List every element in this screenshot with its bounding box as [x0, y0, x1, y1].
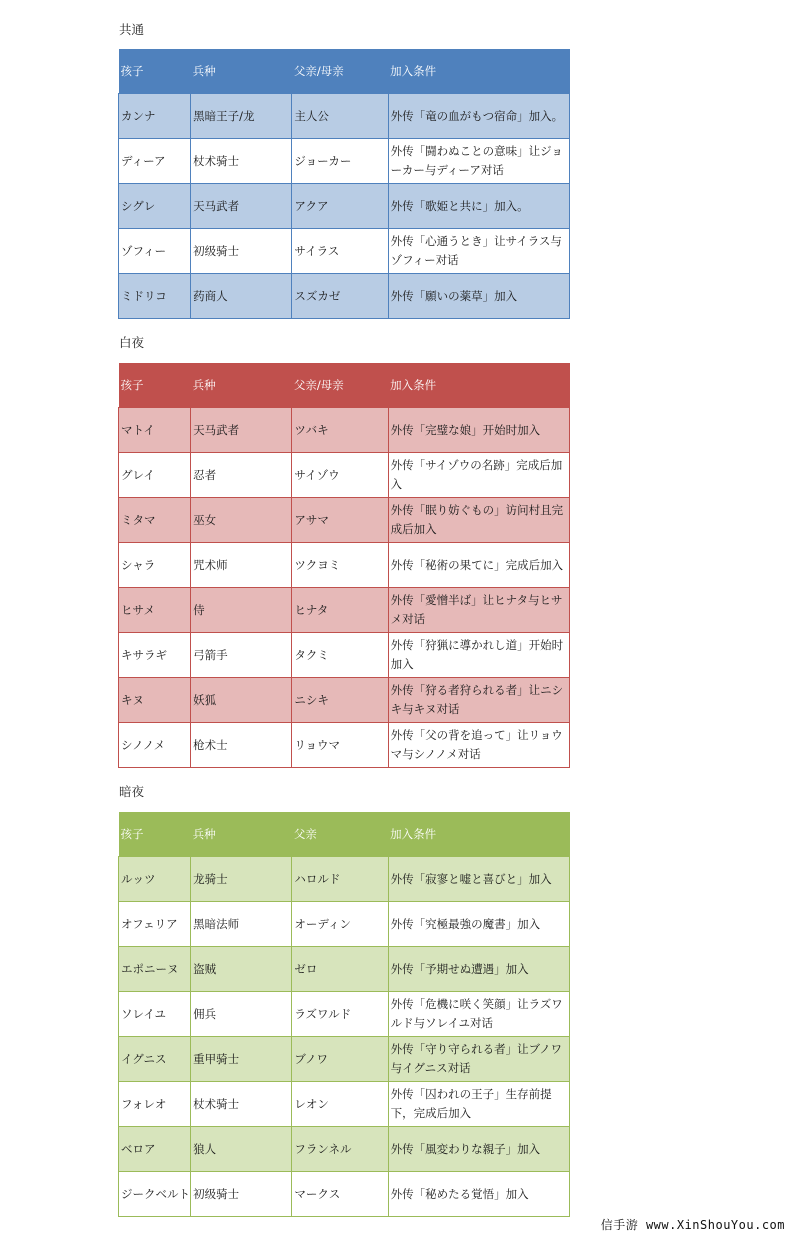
- cell-condition: 外传「究極最強の魔書」加入: [388, 902, 569, 947]
- table-row: [119, 1172, 570, 1217]
- column-header: 加入条件: [388, 49, 569, 94]
- cell-condition: 外传「守り守られる者」让ブノワ与イグニス对话: [388, 1037, 569, 1082]
- cell-class: 狼人: [191, 1127, 292, 1172]
- table-row: [119, 94, 570, 139]
- table-row: [119, 453, 570, 498]
- cell-class: 枪术士: [191, 723, 292, 768]
- table-row: [119, 229, 570, 274]
- table-row: [119, 992, 570, 1037]
- cell-child: ミタマ: [119, 498, 191, 543]
- cell-parent: タクミ: [292, 633, 388, 678]
- cell-class: 重甲骑士: [191, 1037, 292, 1082]
- table-row: [119, 1082, 570, 1127]
- cell-class: 初级骑士: [191, 1172, 292, 1217]
- table-header-row: [119, 363, 570, 408]
- cell-class: 杖术骑士: [191, 1082, 292, 1127]
- table-row: [119, 1037, 570, 1082]
- cell-parent: オーディン: [292, 902, 388, 947]
- cell-parent: ヒナタ: [292, 588, 388, 633]
- cell-parent: ブノワ: [292, 1037, 388, 1082]
- cell-parent: 主人公: [292, 94, 388, 139]
- column-header: 加入条件: [388, 812, 569, 857]
- cell-child: ゾフィー: [119, 229, 191, 274]
- cell-child: ディーア: [119, 139, 191, 184]
- cell-condition: 外传「風変わりな親子」加入: [388, 1127, 569, 1172]
- section-title-hoshido: 白夜: [119, 335, 145, 350]
- cell-class: 咒术师: [191, 543, 292, 588]
- cell-condition: 外传「愛憎半ば」让ヒナタ与ヒサメ对话: [388, 588, 569, 633]
- section-title-nohr: 暗夜: [119, 784, 145, 799]
- cell-class: 黑暗法师: [191, 902, 292, 947]
- cell-class: 天马武者: [191, 408, 292, 453]
- table-row: [119, 1127, 570, 1172]
- table-row: [119, 902, 570, 947]
- cell-parent: マークス: [292, 1172, 388, 1217]
- cell-condition: 外传「寂寥と嘘と喜びと」加入: [388, 857, 569, 902]
- cell-child: シャラ: [119, 543, 191, 588]
- cell-child: ルッツ: [119, 857, 191, 902]
- column-header: 孩子: [119, 812, 191, 857]
- cell-class: 龙骑士: [191, 857, 292, 902]
- cell-child: ソレイユ: [119, 992, 191, 1037]
- cell-condition: 外传「竜の血がもつ宿命」加入。: [388, 94, 569, 139]
- column-header: 孩子: [119, 363, 191, 408]
- cell-condition: 外传「父の背を追って」让リョウマ与シノノメ对话: [388, 723, 569, 768]
- cell-child: キサラギ: [119, 633, 191, 678]
- cell-class: 药商人: [191, 274, 292, 319]
- column-header: 父亲/母亲: [292, 363, 388, 408]
- column-header: 父亲/母亲: [292, 49, 388, 94]
- cell-parent: ジョーカー: [292, 139, 388, 184]
- cell-child: エポニーヌ: [119, 947, 191, 992]
- table-row: [119, 498, 570, 543]
- cell-class: 黑暗王子/龙: [191, 94, 292, 139]
- cell-parent: ゼロ: [292, 947, 388, 992]
- cell-parent: サイゾウ: [292, 453, 388, 498]
- table-row: [119, 139, 570, 184]
- cell-condition: 外传「サイゾウの名跡」完成后加入: [388, 453, 569, 498]
- cell-parent: アサマ: [292, 498, 388, 543]
- cell-class: 妖狐: [191, 678, 292, 723]
- cell-child: イグニス: [119, 1037, 191, 1082]
- cell-child: マトイ: [119, 408, 191, 453]
- cell-parent: ハロルド: [292, 857, 388, 902]
- cell-condition: 外传「願いの薬草」加入: [388, 274, 569, 319]
- table-row: [119, 274, 570, 319]
- cell-class: 天马武者: [191, 184, 292, 229]
- table-row: [119, 678, 570, 723]
- cell-condition: 外传「予期せぬ遭遇」加入: [388, 947, 569, 992]
- cell-condition: 外传「闘わぬことの意味」让ジョーカー与ディーア对话: [388, 139, 569, 184]
- table-header-row: [119, 49, 570, 94]
- cell-condition: 外传「囚われの王子」生存前提下，完成后加入: [388, 1082, 569, 1127]
- cell-class: 巫女: [191, 498, 292, 543]
- cell-parent: ツクヨミ: [292, 543, 388, 588]
- cell-parent: ラズワルド: [292, 992, 388, 1037]
- cell-parent: サイラス: [292, 229, 388, 274]
- cell-child: シノノメ: [119, 723, 191, 768]
- table-row: [119, 947, 570, 992]
- cell-class: 佣兵: [191, 992, 292, 1037]
- section-title-common: 共通: [119, 22, 145, 37]
- cell-condition: 外传「眠り妨ぐもの」访问村且完成后加入: [388, 498, 569, 543]
- site-watermark: 信手游 www.XinShouYou.com: [600, 1218, 785, 1232]
- table-row: [119, 588, 570, 633]
- table-common: [118, 49, 570, 319]
- table-row: [119, 408, 570, 453]
- cell-condition: 外传「心通うとき」让サイラス与ゾフィー对话: [388, 229, 569, 274]
- column-header: 兵种: [191, 812, 292, 857]
- cell-condition: 外传「危機に咲く笑顔」让ラズワルド与ソレイユ对话: [388, 992, 569, 1037]
- cell-child: キヌ: [119, 678, 191, 723]
- cell-parent: スズカゼ: [292, 274, 388, 319]
- cell-class: 杖术骑士: [191, 139, 292, 184]
- cell-class: 弓箭手: [191, 633, 292, 678]
- cell-parent: フランネル: [292, 1127, 388, 1172]
- table-row: [119, 184, 570, 229]
- cell-class: 盗贼: [191, 947, 292, 992]
- table-hoshido: [118, 363, 570, 768]
- cell-child: カンナ: [119, 94, 191, 139]
- table-header-row: [119, 812, 570, 857]
- cell-parent: リョウマ: [292, 723, 388, 768]
- column-header: 加入条件: [388, 363, 569, 408]
- cell-class: 忍者: [191, 453, 292, 498]
- column-header: 父亲: [292, 812, 388, 857]
- cell-child: オフェリア: [119, 902, 191, 947]
- cell-child: フォレオ: [119, 1082, 191, 1127]
- cell-condition: 外传「歌姫と共に」加入。: [388, 184, 569, 229]
- cell-parent: ニシキ: [292, 678, 388, 723]
- cell-class: 侍: [191, 588, 292, 633]
- table-row: [119, 633, 570, 678]
- cell-child: ヒサメ: [119, 588, 191, 633]
- column-header: 孩子: [119, 49, 191, 94]
- cell-class: 初级骑士: [191, 229, 292, 274]
- column-header: 兵种: [191, 363, 292, 408]
- cell-child: グレイ: [119, 453, 191, 498]
- cell-parent: ツバキ: [292, 408, 388, 453]
- table-row: [119, 723, 570, 768]
- table-row: [119, 857, 570, 902]
- table-row: [119, 543, 570, 588]
- cell-child: ミドリコ: [119, 274, 191, 319]
- table-nohr: [118, 812, 570, 1217]
- cell-condition: 外传「完璧な娘」开始时加入: [388, 408, 569, 453]
- cell-child: シグレ: [119, 184, 191, 229]
- cell-parent: レオン: [292, 1082, 388, 1127]
- cell-parent: アクア: [292, 184, 388, 229]
- cell-child: ジークベルト: [119, 1172, 191, 1217]
- cell-child: ベロア: [119, 1127, 191, 1172]
- cell-condition: 外传「秘めたる覚悟」加入: [388, 1172, 569, 1217]
- column-header: 兵种: [191, 49, 292, 94]
- cell-condition: 外传「秘術の果てに」完成后加入: [388, 543, 569, 588]
- cell-condition: 外传「狩猟に導かれし道」开始时加入: [388, 633, 569, 678]
- cell-condition: 外传「狩る者狩られる者」让ニシキ与キヌ对话: [388, 678, 569, 723]
